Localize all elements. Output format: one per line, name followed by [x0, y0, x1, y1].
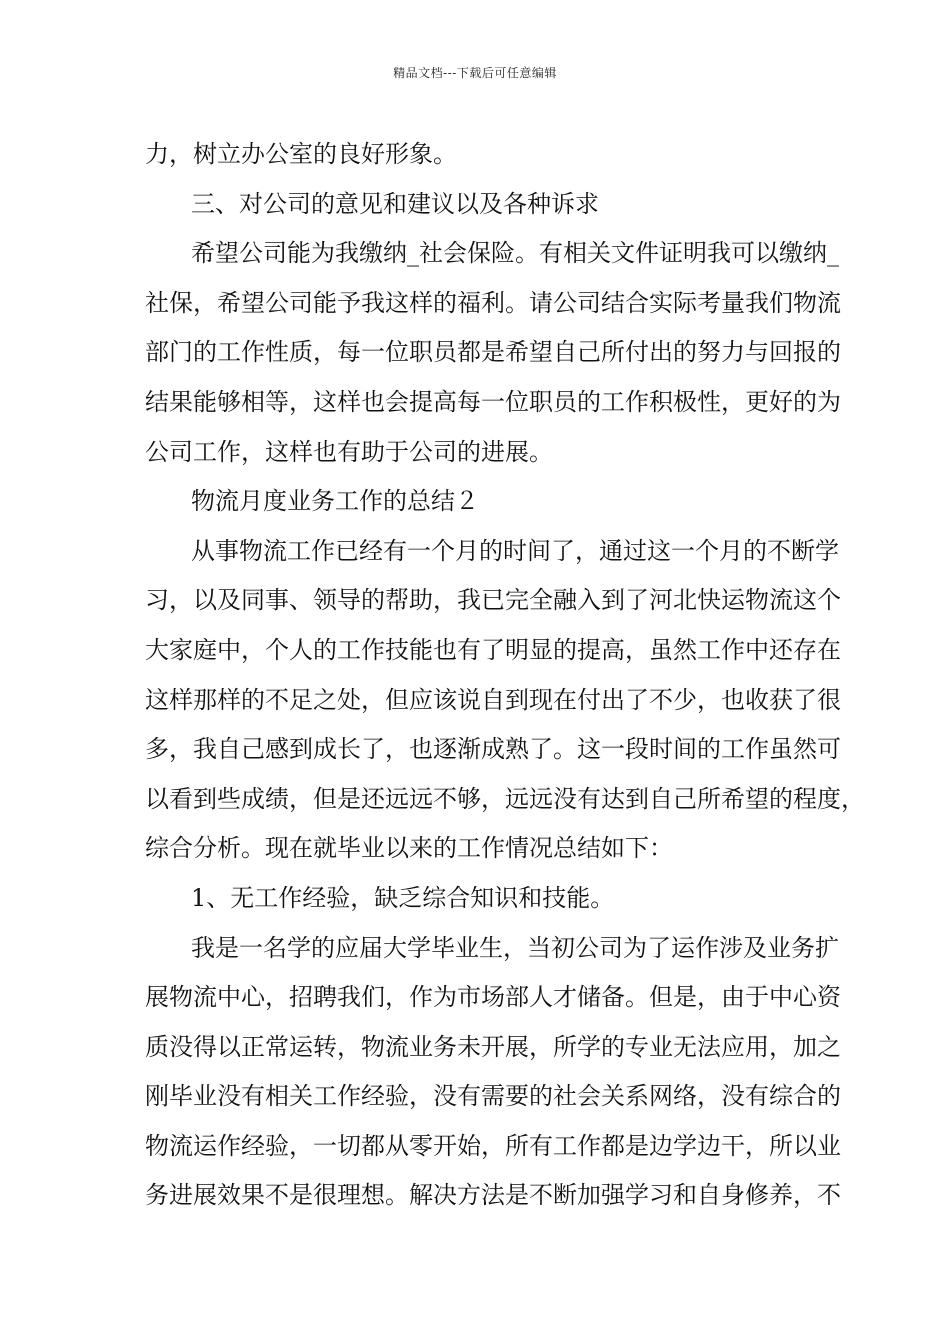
text-line: 我是一名学的应届大学毕业生，当初公司为了运作涉及业务扩: [191, 933, 839, 962]
text-line: 公司工作，这样也有助于公司的进展。: [145, 437, 553, 466]
document-body: [145, 130, 865, 1221]
text-line: 质没得以正常运转，物流业务未开展，所学的专业无法应用，加之: [145, 1032, 841, 1061]
text-line: 物流运作经验，一切都从零开始，所有工作都是边学边干，所以业: [145, 1131, 841, 1160]
text-line: 务进展效果不是很理想。解决方法是不断加强学习和自身修养，不: [145, 1181, 841, 1210]
text-line: 社保，希望公司能予我这样的福利。请公司结合实际考量我们物流: [145, 288, 841, 317]
text-line: 结果能够相等，这样也会提高每一位职员的工作积极性，更好的为: [145, 387, 841, 416]
text-line: 部门的工作性质，每一位职员都是希望自己所付出的努力与回报的: [145, 338, 841, 367]
section-heading: 三、对公司的意见和建议以及各种诉求: [191, 189, 599, 218]
text-line: 这样那样的不足之处，但应该说自到现在付出了不少，也收获了很: [145, 685, 841, 714]
text-line: 希望公司能为我缴纳_社会保险。有相关文件证明我可以缴纳_: [191, 239, 839, 268]
text-line: 从事物流工作已经有一个月的时间了，通过这一个月的不断学: [191, 536, 839, 565]
text-line: 以看到些成绩，但是还远远不够，远远没有达到自己所希望的程度，: [145, 784, 865, 813]
text-line: 力，树立办公室的良好形象。: [145, 140, 457, 168]
text-line: 多，我自己感到成长了，也逐渐成熟了。这一段时间的工作虽然可: [145, 735, 841, 764]
text-line: 大家庭中，个人的工作技能也有了明显的提高，虽然工作中还存在: [145, 635, 841, 664]
document-title: 物流月度业务工作的总结２: [191, 487, 479, 516]
section-heading: 1、无工作经验，缺乏综合知识和技能。: [191, 883, 615, 912]
text-line: 刚毕业没有相关工作经验，没有需要的社会关系网络，没有综合的: [145, 1082, 841, 1111]
text-line: 展物流中心，招聘我们，作为市场部人才储备。但是，由于中心资: [145, 983, 841, 1012]
text-line: 综合分析。现在就毕业以来的工作情况总结如下：: [145, 834, 673, 863]
text-line: 习，以及同事、领导的帮助，我已完全融入到了河北快运物流这个: [145, 586, 841, 615]
page-header: 精品文档---下载后可任意编辑: [393, 66, 557, 80]
